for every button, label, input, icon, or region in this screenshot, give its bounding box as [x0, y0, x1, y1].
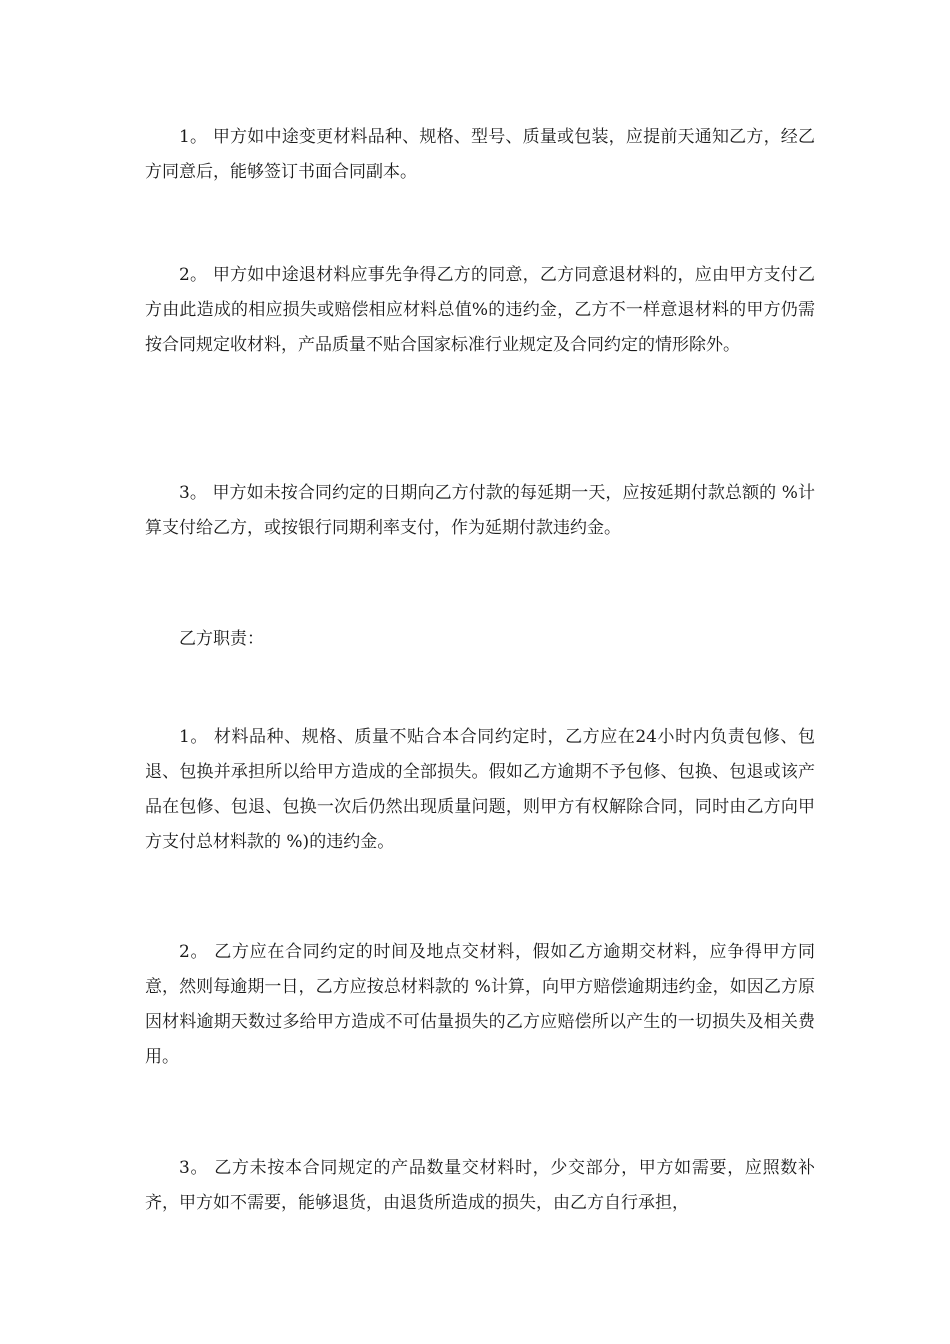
- seller-clause-3: 3。 乙方未按本合同规定的产品数量交材料时，少交部分，甲方如需要，应照数补齐，甲方如不需要，能够退货，由退货所造成的损失，由乙方自行承担，: [145, 1158, 815, 1213]
- buyer-clause-1: 1。 甲方如中途变更材料品种、规格、型号、质量或包装，应提前天通知乙方，经乙方同意后，能够签订书面合同副本。: [145, 127, 815, 182]
- buyer-clause-3: 3。 甲方如未按合同约定的日期向乙方付款的每延期一天，应按延期付款总额的 %计算支付给乙方，或按银行同期利率支付，作为延期付款违约金。: [145, 483, 815, 538]
- seller-clause-1: 1。 材料品种、规格、质量不贴合本合同约定时，乙方应在24小时内负责包修、包退、包换并承担所以给甲方造成的全部损失。假如乙方逾期不予包修、包换、包退或该产品在包修、包退、包换一次后仍然出现质量问题，则甲方有权解除合同，同时由乙方向甲方支付总材料款的 %)的违约金。: [145, 727, 815, 852]
- seller-clause-2: 2。 乙方应在合同约定的时间及地点交材料，假如乙方逾期交材料，应争得甲方同意，然则每逾期一日，乙方应按总材料款的 %计算，向甲方赔偿逾期违约金，如因乙方原因材料逾期天数过多给甲方造成不可估量损失的乙方应赔偿所以产生的一切损失及相关费用。: [145, 942, 815, 1067]
- seller-duties-heading: 乙方职责：: [179, 629, 264, 649]
- buyer-clause-2: 2。 甲方如中途退材料应事先争得乙方的同意，乙方同意退材料的，应由甲方支付乙方由此造成的相应损失或赔偿相应材料总值%的违约金，乙方不一样意退材料的甲方仍需按合同规定收材料，产品质量不贴合国家标准行业规定及合同约定的情形除外。: [145, 265, 815, 355]
